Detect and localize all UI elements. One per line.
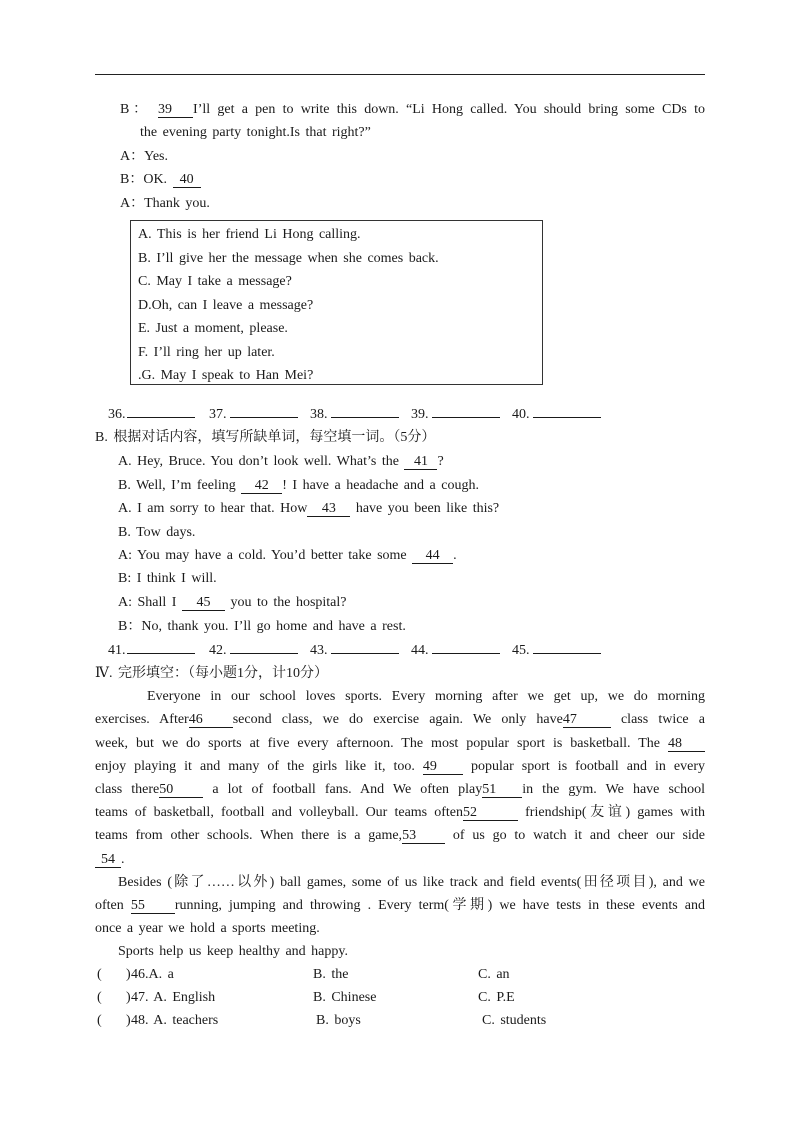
option-item: A. This is her friend Li Hong calling. [138, 227, 361, 242]
passage-line [95, 803, 705, 823]
option-item: D.Oh, can I leave a message? [138, 297, 314, 313]
answer-blank: 39 [158, 102, 193, 118]
option-item: C. May I take a message? [138, 274, 292, 289]
answer-line [432, 652, 500, 654]
answer-line [331, 652, 399, 654]
line-text: enjoy playing it and many of the girls like it, too. [95, 759, 415, 774]
line-text: class twice a [620, 712, 705, 727]
line-text: teams from other schools. When there is a game, [95, 828, 403, 843]
line-text: A. I am sorry to hear that. How [118, 501, 308, 516]
passage-line [95, 919, 320, 939]
answer-blank: 40 [173, 172, 201, 188]
line-text: once a year we hold a sports meeting. [95, 921, 320, 936]
answer-slot [310, 641, 411, 661]
line-text: B: I think I will. [118, 571, 217, 586]
line-text: A：Thank you. [120, 196, 210, 211]
line-text: . [121, 852, 125, 867]
answer-blank: 53 [402, 828, 445, 844]
passage-line [118, 873, 705, 893]
answer-blank: 45 [182, 595, 225, 611]
section-heading: Ⅳ. 完形填空：（每小题1分，计10分） [95, 666, 328, 681]
dialogue-line [120, 170, 201, 190]
dialogue-line [118, 617, 406, 637]
answer-slot [108, 641, 209, 661]
answer-slot [108, 405, 209, 425]
option-b: B. Chinese [313, 990, 377, 1005]
options-box [130, 220, 543, 385]
line-text: A. Hey, Bruce. You don’t look well. What’s the [118, 454, 399, 469]
answer-slot [209, 405, 310, 425]
dialogue-line [120, 100, 705, 120]
answer-blank: 54 [95, 852, 121, 868]
answer-line [432, 416, 500, 418]
answer-label: 36. [108, 407, 126, 422]
answer-label: 43. [310, 643, 328, 658]
option-c: C. students [482, 1013, 547, 1028]
option-a: 47. A. English [131, 990, 216, 1005]
answer-slot [209, 641, 310, 661]
answer-slot [512, 641, 613, 661]
answer-label: 37. [209, 407, 227, 422]
passage-line [95, 734, 705, 754]
answer-blank: 51 [482, 782, 522, 798]
line-text: often [95, 898, 124, 913]
option-item: .G. May I speak to Han Mei? [138, 368, 314, 383]
line-text: you to the hospital? [230, 595, 347, 610]
line-text: a lot of football fans. And We often play [212, 782, 483, 797]
line-text: second class, we do exercise again. We only have [232, 712, 563, 727]
option-b: B. the [313, 967, 349, 982]
line-text: of us go to watch it and cheer our side [452, 828, 706, 843]
answer-slot [411, 641, 512, 661]
answer-blank: 47 [563, 712, 611, 728]
answer-blank: 44 [412, 548, 453, 564]
line-text: in the gym. We have school [522, 782, 705, 797]
answer-paren-close: ) [126, 1013, 131, 1028]
line-text: ! I have a headache and a cough. [282, 478, 479, 493]
answer-blank: 48 [668, 736, 705, 752]
answer-label: 41. [108, 643, 126, 658]
option-b: B. boys [316, 1013, 361, 1028]
dialogue-line [118, 523, 195, 543]
line-text: A: You may have a cold. You’d better take some [118, 548, 407, 563]
answer-label: 44. [411, 643, 429, 658]
line-text: friendship(友谊) games with [525, 805, 706, 820]
dialogue-line [140, 123, 371, 143]
line-text: Besides (除了……以外) ball games, some of us like track and field events(田径项目), and we [118, 875, 705, 890]
line-text: class there [95, 782, 160, 797]
option-item: E. Just a moment, please. [138, 321, 288, 336]
passage-line [147, 687, 705, 707]
option-a: 48. A. teachers [131, 1013, 219, 1028]
line-text: Everyone in our school loves sports. Every morning after we get up, we do morning [147, 689, 705, 704]
answer-blank: 49 [423, 759, 463, 775]
answer-blank: 55 [131, 898, 175, 914]
answer-row [108, 405, 613, 425]
passage-closing: Sports help us keep healthy and happy. [118, 944, 348, 959]
answer-label: 38. [310, 407, 328, 422]
answer-line [331, 416, 399, 418]
answer-label: 45. [512, 643, 530, 658]
answer-line [230, 652, 298, 654]
line-text: popular sport is football and in every [470, 759, 706, 774]
line-text: have you been like this? [355, 501, 500, 516]
dialogue-line [120, 194, 210, 214]
speaker-label: B： [120, 102, 151, 117]
answer-paren-close: ) [126, 967, 131, 982]
answer-blank: 41 [404, 454, 437, 470]
answer-row [108, 641, 613, 661]
line-text: week, but we do sports at five every afternoon. The most popular sport is basketball. The [95, 736, 661, 751]
answer-slot [310, 405, 411, 425]
passage-line [95, 710, 705, 730]
line-text: A：Yes. [120, 149, 168, 164]
passage-line [95, 826, 705, 846]
option-item: F. I’ll ring her up later. [138, 344, 275, 360]
answer-label: 42. [209, 643, 227, 658]
answer-blank: 46 [189, 712, 233, 728]
option-c: C. an [478, 967, 510, 982]
line-text: A: Shall I [118, 595, 177, 610]
line-text: ? [437, 454, 444, 469]
dialogue-line [118, 452, 444, 472]
line-text: I’ll get a pen to write this down. “Li Hong called. You should bring some CDs to [193, 102, 706, 117]
answer-blank: 50 [159, 782, 203, 798]
answer-label: 40. [512, 407, 530, 422]
answer-slot [512, 405, 613, 425]
answer-line [127, 652, 195, 654]
answer-blank: 42 [241, 478, 282, 494]
passage-line [95, 850, 125, 870]
option-item: B. I’ll give her the message when she comes back. [138, 250, 439, 266]
option-c: C. P.E [478, 990, 515, 1005]
answer-paren-open: ( [97, 967, 102, 982]
question-row [95, 965, 705, 985]
dialogue-line [118, 593, 347, 613]
line-text: . [453, 548, 457, 563]
line-text: the evening party tonight.Is that right?” [140, 125, 371, 140]
dialogue-line [118, 499, 499, 519]
answer-blank: 43 [307, 501, 350, 517]
answer-label: 39. [411, 407, 429, 422]
dialogue-line [118, 546, 457, 566]
question-row [95, 1011, 705, 1031]
answer-line [533, 416, 601, 418]
passage-line [95, 780, 705, 800]
passage-line [95, 896, 705, 916]
dialogue-line [120, 147, 168, 167]
speaker-label: B：OK. [120, 172, 168, 187]
line-text: B. Well, I’m feeling [118, 478, 236, 493]
answer-line [533, 652, 601, 654]
answer-paren-open: ( [97, 1013, 102, 1028]
line-text: teams of basketball, football and volleyball. Our teams often [95, 805, 464, 820]
answer-paren-close: ) [126, 990, 131, 1005]
line-text: B：No, thank you. I’ll go home and have a rest. [118, 619, 406, 634]
line-text: exercises. After [95, 712, 189, 727]
section-heading: B. 根据对话内容，填写所缺单词，每空填一词。（5分） [95, 430, 436, 445]
question-row [95, 988, 705, 1008]
header-rule [95, 74, 705, 75]
line-text: B. Tow days. [118, 525, 196, 540]
answer-slot [411, 405, 512, 425]
answer-line [230, 416, 298, 418]
option-a: 46.A. a [131, 967, 174, 982]
answer-paren-open: ( [97, 990, 102, 1005]
dialogue-line [118, 569, 217, 589]
line-text: running, jumping and throwing . Every term(学期) we have tests in these events and [174, 898, 705, 913]
answer-line [127, 416, 195, 418]
passage-line [95, 757, 705, 777]
dialogue-line [118, 476, 479, 496]
answer-blank: 52 [463, 805, 518, 821]
